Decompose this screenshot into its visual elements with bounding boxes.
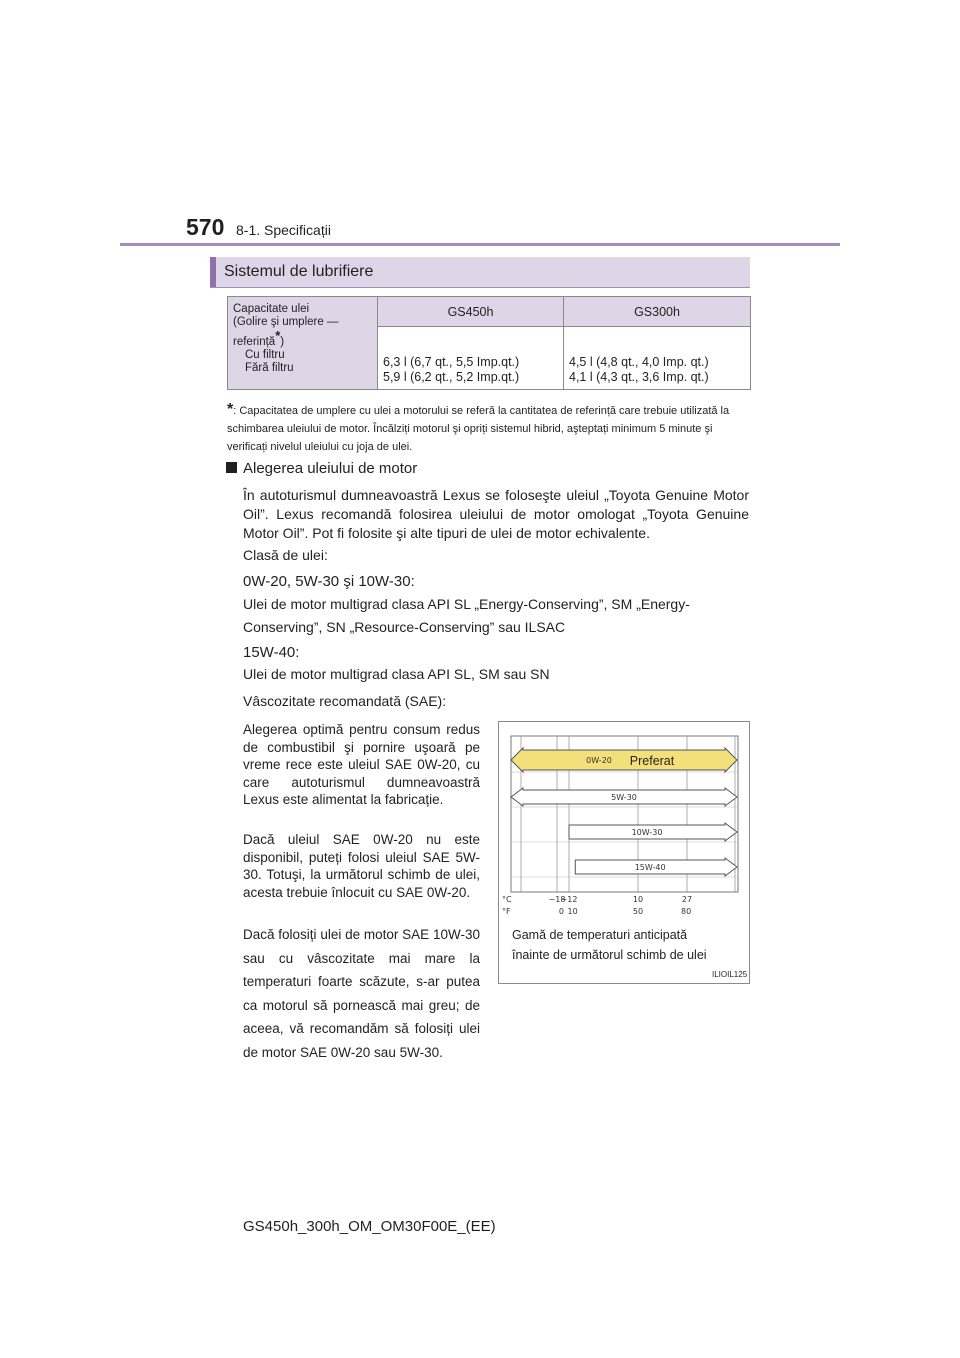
sub-heading bbox=[226, 460, 417, 477]
capacity-label-close: ) bbox=[280, 335, 285, 348]
grades-1-desc-line1: Ulei de motor multigrad clasa API SL „Energy-Conserving”, SM „Energy- bbox=[243, 596, 690, 612]
chart-bars bbox=[511, 748, 737, 876]
capacity-label-3 bbox=[233, 329, 372, 349]
section-bar-title: Sistemul de lubrifiere bbox=[224, 263, 374, 280]
footnote bbox=[227, 401, 749, 456]
gs300h-with-filter: 4,5 l (4,8 qt., 4,0 Imp. qt.) bbox=[569, 355, 709, 369]
series-label-5w-30: 5W-30 bbox=[611, 793, 637, 802]
capacity-label-3-text: referință bbox=[233, 335, 276, 348]
header-gs300h: GS300h bbox=[564, 297, 751, 327]
section-bar-accent bbox=[210, 257, 216, 287]
viscosity-label: Vâscozitate recomandată (SAE): bbox=[243, 693, 447, 709]
section-bar bbox=[210, 257, 750, 288]
gs450h-without-filter: 5,9 l (6,2 qt., 5,2 Imp.qt.) bbox=[383, 370, 520, 384]
header-gs450h: GS450h bbox=[378, 297, 564, 327]
tick-f: 0 bbox=[558, 907, 564, 916]
capacity-label-cell bbox=[228, 297, 378, 390]
tick-c: −18 bbox=[548, 895, 566, 904]
tick-f: 80 bbox=[681, 907, 692, 916]
range-bar-0w-20 bbox=[511, 748, 737, 772]
gs300h-values bbox=[564, 327, 751, 390]
viscosity-chart-svg bbox=[499, 722, 749, 983]
series-label-0w-20: 0W-20 bbox=[586, 756, 612, 765]
tick-c: −12 bbox=[560, 895, 578, 904]
footnote-star: * bbox=[227, 401, 234, 418]
square-bullet-icon bbox=[226, 462, 237, 473]
tick-f: 50 bbox=[632, 907, 644, 916]
capacity-label-star: * bbox=[275, 328, 281, 343]
unit-c-label: °C bbox=[502, 895, 512, 904]
row-with-filter: Cu filtru bbox=[245, 348, 285, 361]
tick-c: 10 bbox=[632, 895, 644, 904]
grades-2-desc: Ulei de motor multigrad clasa API SL, SM sau SN bbox=[243, 666, 550, 682]
sub-heading-text: Alegerea uleiului de motor bbox=[243, 460, 418, 477]
section-title: 8-1. Specificații bbox=[236, 222, 331, 238]
gs450h-values bbox=[378, 327, 564, 390]
grades-2: 15W-40: bbox=[243, 644, 300, 661]
footer-doc-code: GS450h_300h_OM_OM30F00E_(EE) bbox=[243, 1218, 496, 1235]
capacity-label-2: (Golire şi umplere — bbox=[233, 316, 339, 328]
grades-1-desc-line2: Conserving”, SN „Resource-Conserving” sau ILSAC bbox=[243, 619, 566, 635]
preferred-label: Preferat bbox=[629, 754, 675, 768]
capacity-label-1: Capacitate ulei bbox=[233, 303, 310, 315]
footnote-text: : Capacitatea de umplere cu ulei a motorului se referă la cantitatea de referință care trebuie utilizată la schimbarea uleiului de motor. Încălziți motorul şi opriți sistemul hibrid, aşteptați minimum 5 minute şi verificați nivelul uleiului cu joja de ulei. bbox=[227, 405, 730, 453]
tick-c: 27 bbox=[681, 895, 693, 904]
header-rule bbox=[120, 243, 840, 246]
oil-capacity-table bbox=[227, 296, 751, 390]
chart-ticks bbox=[549, 895, 693, 916]
viscosity-chart bbox=[498, 721, 750, 984]
chart-caption-1: Gamă de temperaturi anticipată bbox=[512, 928, 688, 942]
chart-caption-2: înainte de următorul schimb de ulei bbox=[512, 948, 707, 962]
page-number: 570 bbox=[186, 214, 225, 240]
left-paragraph-2: Dacă uleiul SAE 0W-20 nu este disponibil, puteți folosi uleiul SAE 5W-30. Totuşi, la următorul schimb de ulei, acesta trebuie înlocuit cu SAE 0W-20. bbox=[243, 832, 480, 900]
figure-id: ILIOIL125 bbox=[712, 970, 748, 979]
series-label-15w-40: 15W-40 bbox=[634, 863, 666, 872]
grades-1: 0W-20, 5W-30 şi 10W-30: bbox=[243, 573, 415, 590]
tick-f: 10 bbox=[567, 907, 578, 916]
gs300h-without-filter: 4,1 l (4,3 qt., 3,6 Imp. qt.) bbox=[569, 370, 709, 384]
row-without-filter: Fără filtru bbox=[245, 361, 294, 374]
gs450h-with-filter: 6,3 l (6,7 qt., 5,5 Imp.qt.) bbox=[383, 355, 520, 369]
series-label-10w-30: 10W-30 bbox=[631, 828, 663, 837]
intro-paragraph: În autoturismul dumneavoastră Lexus se foloseşte uleiul „Toyota Genuine Motor Oil”. Lexus recomandă folosirea uleiului de motor omologat „Toyota Genuine Motor Oil”. Pot fi folosite şi alte tipuri de ulei de motor echivalente. bbox=[243, 487, 749, 541]
left-paragraph-3: Dacă folosiți ulei de motor SAE 10W-30 sau cu vâscozitate mai mare la temperaturi foarte scăzute, s-ar putea ca motorul să pornească mai greu; de aceea, vă recomandăm să folosiți ulei de motor SAE 0W-20 sau 5W-30. bbox=[243, 927, 480, 1060]
left-paragraph-1: Alegerea optimă pentru consum redus de combustibil şi pornire uşoară pe vreme rece este uleiul SAE 0W-20, cu care autoturismul dumneavoastră Lexus este alimentat la fabricație. bbox=[243, 722, 480, 807]
unit-f-label: °F bbox=[502, 907, 511, 916]
oil-class-label: Clasă de ulei: bbox=[243, 547, 328, 563]
